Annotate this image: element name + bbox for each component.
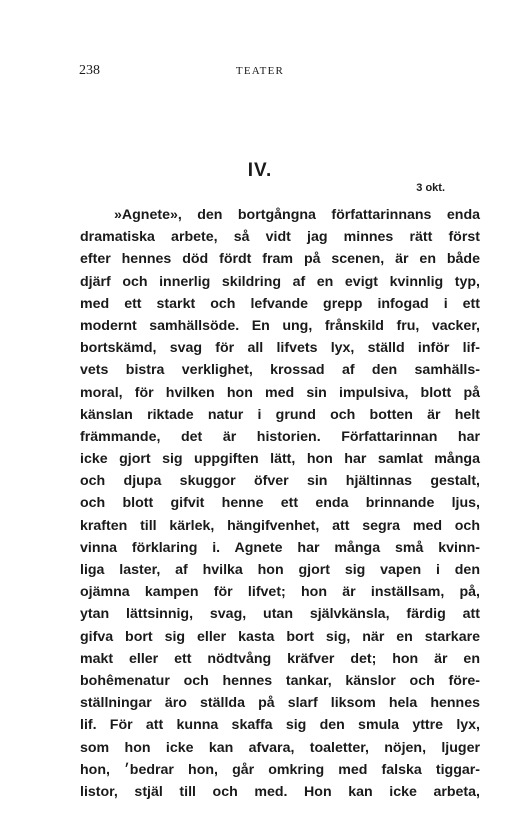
text-line: »Agnete», den bortgångna författarinnans enda bbox=[114, 207, 480, 223]
text-line: vinna förklaring i. Agnete har många små kvinn- bbox=[80, 539, 480, 556]
text-line: modernt samhällsöde. En ung, frånskild fru, vacker, bbox=[80, 317, 480, 334]
text-line: och blott gifvit henne ett enda brinnande ljus, bbox=[80, 495, 480, 512]
text-line: icke gjort sig uppgiften lätt, hon har samlat många bbox=[80, 451, 480, 468]
text-line: ställningar äro ställda på slarf liksom hela hennes bbox=[80, 695, 480, 712]
text-line: känslan riktade natur i grund och botten är helt bbox=[80, 406, 480, 423]
text-line: som hon icke kan afvara, toaletter, nöjen, ljuger bbox=[80, 739, 480, 756]
text-line: ojämna kampen för lifvet; hon är inställsam, på, bbox=[80, 584, 480, 601]
text-line: och djupa skuggor öfver sin hjältinnas gestalt, bbox=[80, 473, 480, 490]
text-line: bortskämd, svag för all lifvets lyx, ställd inför lif- bbox=[80, 340, 480, 357]
text-line: ytan lättsinnig, svag, utan självkänsla, färdig att bbox=[80, 606, 480, 623]
text-line: kraften till kärlek, hängifvenhet, att segra med och bbox=[80, 517, 480, 534]
text-line: hon, ׳bedrar hon, går omkring med falska tiggar- bbox=[80, 761, 480, 778]
text-line: dramatiska arbete, så vidt jag minnes rätt först bbox=[80, 229, 480, 246]
text-line: listor, stjäl till och med. Hon kan icke arbeta, bbox=[80, 783, 480, 800]
text-line: moral, för hvilken hon med sin impulsiva, blott på bbox=[80, 384, 480, 401]
page-number: 238 bbox=[79, 63, 100, 78]
text-line: djärf och innerlig skildring af en evigt kvinnlig typ, bbox=[80, 273, 480, 290]
text-line: lif. För att kunna skaffa sig den smula yttre lyx, bbox=[80, 717, 480, 734]
text-line: med ett starkt och lefvande grepp infogad i ett bbox=[80, 295, 480, 312]
entry-date: 3 okt. bbox=[416, 182, 445, 194]
text-line: efter hennes död fördt fram på scenen, är en både bbox=[80, 251, 480, 268]
text-line: gifva bort sig eller kasta bort sig, när en starkare bbox=[80, 628, 480, 645]
text-line: bohêmenatur och hennes tankar, känslor och före- bbox=[80, 672, 480, 689]
text-line: vets bistra verklighet, krossad af den samhälls- bbox=[80, 362, 480, 379]
chapter-heading: IV. bbox=[247, 160, 273, 181]
text-line: liga laster, af hvilka hon gjort sig vapen i den bbox=[80, 562, 480, 578]
text-line: främmande, det är historien. Författarinnan har bbox=[80, 428, 480, 445]
body-text bbox=[80, 204, 480, 803]
text-line: makt eller ett nödtvång kräfver det; hon är en bbox=[80, 650, 480, 667]
running-title: TEATER bbox=[235, 65, 285, 77]
